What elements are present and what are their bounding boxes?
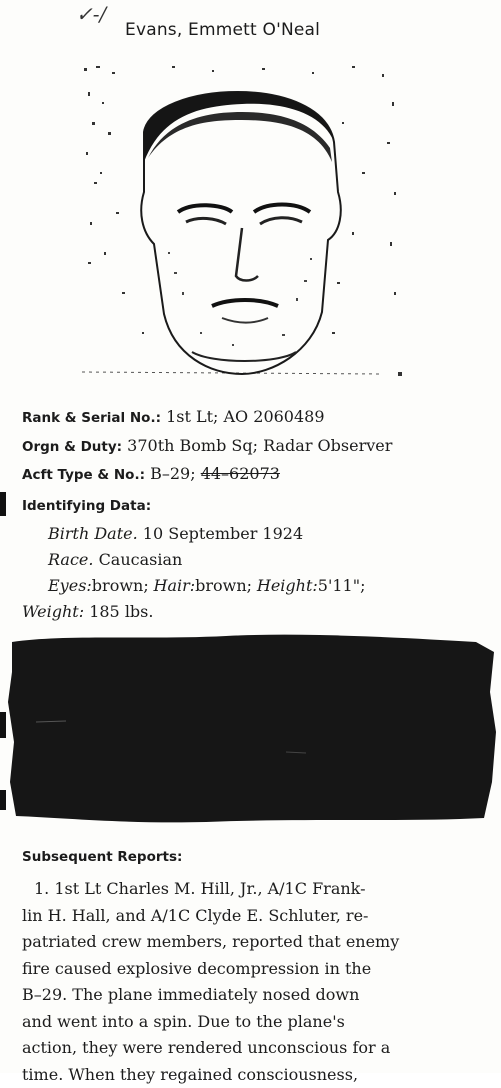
identifying-data-heading [22,495,151,514]
weight-label: Weight: [22,602,84,621]
hair-value: brown; [195,576,252,595]
report-line: action, they were rendered unconscious for a [22,1035,472,1062]
subject-name: Evans, Emmett O'Neal [125,20,320,40]
portrait-sketch [82,62,402,380]
report-line: fire caused explosive decompression in the [22,956,472,983]
identifying-data-label: Identifying Data: [22,498,151,514]
organization-duty-value: 370th Bomb Sq; Radar Observer [127,436,392,455]
report-line: lin H. Hall, and A/1C Clyde E. Schluter, re- [22,903,472,930]
rank-serial-label: Rank & Serial No.: [22,410,161,426]
weight-value: 185 lbs. [89,602,153,621]
handwritten-checkmark: ✓-/ [76,2,106,26]
report-line: time. When they regained consciousness, [22,1062,472,1088]
aircraft-label: Acft Type & No.: [22,467,145,483]
margin-mark-3 [0,790,6,810]
hair-label: Hair: [154,576,196,595]
organization-duty-label: Orgn & Duty: [22,439,122,455]
race-label: Race. [48,550,93,569]
aircraft-number-struck: 44–62073 [201,464,280,483]
report-line: patriated crew members, reported that enemy [22,929,472,956]
birth-date-value: 10 September 1924 [143,524,303,543]
birth-date-line [48,524,303,543]
report-line: B–29. The plane immediately nosed down [22,982,472,1009]
aircraft-type: B–29; [150,464,196,483]
race-value: Caucasian [99,550,183,569]
eyes-hair-height-line [48,576,365,595]
margin-mark [0,492,6,516]
redaction-block [6,632,498,824]
subsequent-reports-heading [22,846,182,865]
report-paragraph [22,876,472,1088]
eyes-label: Eyes: [48,576,92,595]
aircraft-line [22,464,280,483]
rank-serial-line [22,407,325,426]
report-line: and went into a spin. Due to the plane's [22,1009,472,1036]
eyes-value: brown; [92,576,149,595]
height-label: Height: [257,576,318,595]
organization-duty-line [22,436,392,455]
height-value: 5'11"; [318,576,366,595]
race-line [48,550,182,569]
subsequent-reports-label: Subsequent Reports: [22,849,182,865]
birth-date-label: Birth Date. [48,524,138,543]
margin-mark-2 [0,712,6,738]
report-line: 1. 1st Lt Charles M. Hill, Jr., A/1C Frank- [22,876,472,903]
weight-line [22,602,153,621]
rank-serial-value: 1st Lt; AO 2060489 [166,407,324,426]
